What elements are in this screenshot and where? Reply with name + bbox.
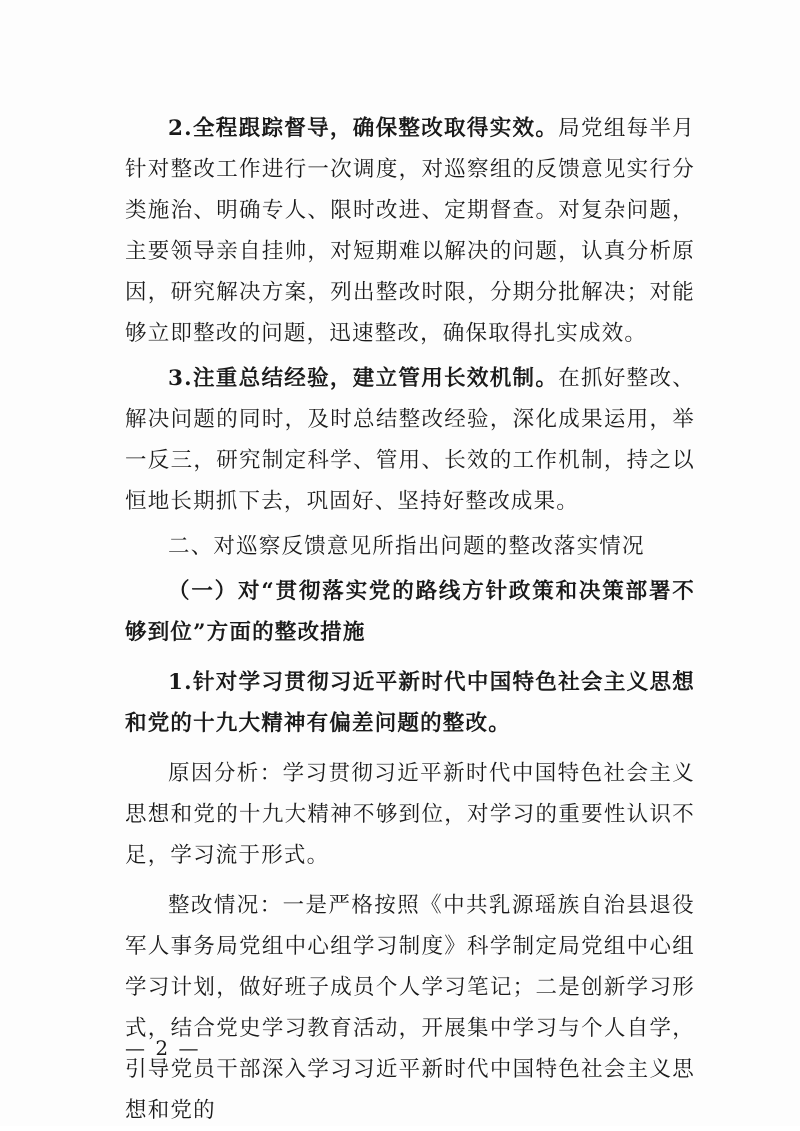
paragraph-long-term-mechanism	[125, 358, 695, 522]
paragraph-heading: 2.全程跟踪督导，确保整改取得实效。	[168, 116, 559, 141]
paragraph-text: 在抓好整改、解决问题的同时，及时总结整改经验，深化成果运用，举一反三，研究制定科学、管用、长效的工作机制，持之以恒地长期抓下去，巩固好、坚持好整改成果。	[125, 366, 695, 514]
document-body	[125, 108, 695, 1131]
item-heading: 1.针对学习贯彻习近平新时代中国特色社会主义思想和党的十九大精神有偏差问题的整改。	[125, 670, 695, 736]
paragraph-tracking-supervision	[125, 108, 695, 354]
subsection-heading: （一）对“贯彻落实党的路线方针政策和决策部署不够到位”方面的整改措施	[125, 579, 695, 645]
cause-analysis-paragraph: 原因分析：学习贯彻习近平新时代中国特色社会主义思想和党的十九大精神不够到位，对学习的重要性认识不足，学习流于形式。	[125, 761, 695, 868]
paragraph-heading: 3.注重总结经验，建立管用长效机制。	[168, 366, 559, 391]
section-heading: 二、对巡察反馈意见所指出问题的整改落实情况	[168, 534, 645, 559]
rectification-paragraph: 整改情况：一是严格按照《中共乳源瑶族自治县退役军人事务局党组中心组学习制度》科学制定局党组中心组学习计划，做好班子成员个人学习笔记；二是创新学习形式，结合党史学习教育活动，开展集中学习与个人自学，引导党员干部深入学习习近平新时代中国特色社会主义思想和党的	[125, 893, 695, 1123]
paragraph-text: 局党组每半月针对整改工作进行一次调度，对巡察组的反馈意见实行分类施治、明确专人、限时改进、定期督查。对复杂问题，主要领导亲自挂帅，对短期难以解决的问题，认真分析原因，研究解决方案，列出整改时限，分期分批解决；对能够立即整改的问题，迅速整改，确保取得扎实成效。	[125, 116, 695, 346]
page-number: — 2 —	[125, 1036, 201, 1060]
